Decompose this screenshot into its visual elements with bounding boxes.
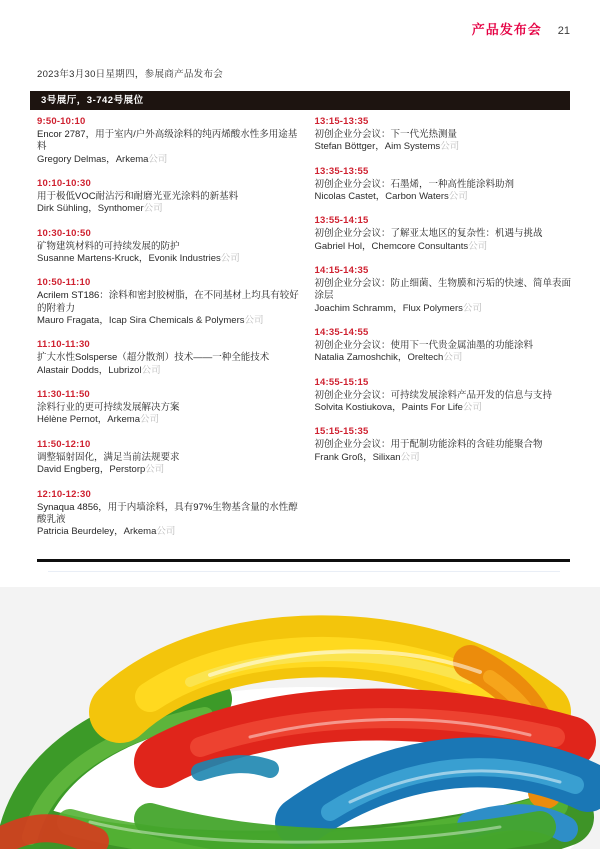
speaker-separator: ， xyxy=(138,253,149,265)
company-name: Chemcore Consultants xyxy=(371,240,469,252)
entry-speaker xyxy=(315,402,581,414)
entry-title: 初创企业分会议：使用下一代贵金属油墨的功能涂料 xyxy=(314,340,534,352)
speaker-name: Dirk Sühling xyxy=(37,203,89,215)
company-name: Evonik Industries xyxy=(148,253,221,265)
entry-time: 11:50-12:10 xyxy=(37,438,91,450)
schedule-entry xyxy=(315,426,581,464)
speaker-separator: ， xyxy=(99,464,110,476)
entry-title: 扩大水性Solsperse（超分散剂）技术——一种全能技术 xyxy=(37,352,270,364)
entry-title: 初创企业分会议：可持续发展涂料产品开发的信息与支持 xyxy=(314,389,553,401)
entry-title: Encor 2787，用于室内/户外高级涂料的纯丙烯酸水性多用途基料 xyxy=(37,129,298,153)
company-suffix: 公司 xyxy=(462,302,482,314)
entry-title: 初创企业分会议：防止细菌、生物膜和污垢的快速、简单表面涂层 xyxy=(314,278,572,302)
speaker-name: Stefan Böttger xyxy=(314,141,376,153)
speaker-name: Patricia Beurdeley xyxy=(37,526,115,538)
entry-title: 初创企业分会议：用于配制功能涂料的含硅功能聚合物 xyxy=(314,439,543,451)
entry-time: 14:15-14:35 xyxy=(314,265,369,277)
entry-time: 10:50-11:10 xyxy=(37,277,91,289)
entry-title: 初创企业分会议：石墨烯，一种高性能涂料助剂 xyxy=(314,178,515,190)
speaker-name: Gabriel Hol xyxy=(314,240,363,252)
company-name: Arkema xyxy=(107,414,140,426)
entry-time: 13:35-13:55 xyxy=(314,165,369,177)
speaker-separator: ， xyxy=(363,451,373,463)
entry-title: 涂料行业的更可持续发展解决方案 xyxy=(37,402,180,414)
entry-speaker xyxy=(315,352,581,364)
entry-title: Synaqua 4856，用于内墙涂料，具有97%生物基含量的水性醇酸乳液 xyxy=(37,501,298,525)
entry-title: 调整辐射固化，满足当前法规要求 xyxy=(37,451,180,463)
company-suffix: 公司 xyxy=(443,352,463,364)
company-suffix: 公司 xyxy=(141,364,161,376)
schedule-entry xyxy=(315,116,581,154)
speaker-name: Joachim Schramm xyxy=(314,302,394,314)
entry-speaker xyxy=(37,154,303,166)
company-suffix: 公司 xyxy=(244,315,264,327)
speaker-separator: ， xyxy=(375,191,386,203)
company-suffix: 公司 xyxy=(139,414,159,426)
entry-speaker xyxy=(315,191,581,203)
company-name: Flux Polymers xyxy=(402,302,463,314)
company-name: Lubrizol xyxy=(108,364,142,376)
schedule-entry xyxy=(315,215,581,253)
entry-time: 14:55-15:15 xyxy=(314,376,369,388)
company-name: Arkema xyxy=(115,153,149,165)
speaker-separator: ， xyxy=(114,526,124,538)
company-name: Silixan xyxy=(372,451,401,463)
entry-time: 10:30-10:50 xyxy=(37,227,91,239)
page-title: 产品发布会 xyxy=(471,22,542,37)
schedule-entry xyxy=(315,327,581,365)
entry-speaker xyxy=(315,241,581,253)
company-suffix: 公司 xyxy=(156,526,176,538)
entry-title: Acrilem ST186：涂料和密封胶树脂，在不同基材上均具有较好的附着力 xyxy=(37,290,299,314)
entry-speaker xyxy=(315,452,581,464)
schedule-entry xyxy=(37,389,303,427)
speaker-name: Nicolas Castet xyxy=(314,191,376,203)
company-name: Perstorp xyxy=(109,464,146,476)
schedule-entry xyxy=(315,377,581,415)
page-header xyxy=(472,19,570,38)
entry-title: 初创企业分会议：下一代光热测量 xyxy=(314,129,458,140)
company-suffix: 公司 xyxy=(148,153,168,165)
company-suffix: 公司 xyxy=(400,451,420,463)
entry-speaker xyxy=(37,203,303,215)
entry-speaker xyxy=(37,315,303,327)
company-name: Aim Systems xyxy=(384,141,441,153)
company-suffix: 公司 xyxy=(468,240,488,252)
company-name: Oreltech xyxy=(407,352,444,364)
event-date-line: 2023年3月30日星期四，参展商产品发布会 xyxy=(37,69,224,80)
entry-time: 11:30-11:50 xyxy=(37,389,90,401)
entry-title: 用于极低VOC耐沾污和耐磨光亚光涂料的新基料 xyxy=(37,191,239,203)
faint-divider xyxy=(48,571,560,572)
speaker-name: Mauro Fragata xyxy=(37,315,100,327)
company-name: Paints For Life xyxy=(401,402,463,414)
schedule-entry xyxy=(37,439,303,477)
schedule-column-right xyxy=(315,116,581,551)
entry-speaker xyxy=(37,253,303,265)
entry-title: 矿物建筑材料的可持续发展的防护 xyxy=(37,240,180,252)
company-suffix: 公司 xyxy=(462,402,482,414)
footer-rule xyxy=(37,559,570,562)
company-suffix: 公司 xyxy=(220,253,240,265)
schedule-entry xyxy=(315,166,581,204)
entry-speaker xyxy=(315,303,581,315)
speaker-name: Alastair Dodds xyxy=(37,364,99,376)
paint-swirl-graphic xyxy=(0,587,600,849)
schedule-entry xyxy=(37,277,303,327)
schedule-entry xyxy=(315,265,581,315)
entry-time: 10:10-10:30 xyxy=(37,178,91,190)
speaker-separator: ， xyxy=(393,302,403,314)
speaker-separator: ， xyxy=(106,153,116,165)
company-suffix: 公司 xyxy=(440,141,460,153)
speaker-separator: ， xyxy=(397,352,408,364)
company-name: Synthomer xyxy=(97,203,144,215)
speaker-name: Frank Groß xyxy=(314,451,364,463)
paint-swirl-image xyxy=(0,587,600,849)
entry-time: 9:50-10:10 xyxy=(37,116,86,127)
schedule-column-left xyxy=(37,116,303,551)
company-suffix: 公司 xyxy=(145,464,165,476)
schedule-entry xyxy=(37,228,303,266)
speaker-name: Susanne Martens-Kruck xyxy=(37,253,139,265)
entry-title: 初创企业分会议：了解亚太地区的复杂性：机遇与挑战 xyxy=(314,228,543,240)
speaker-separator: ， xyxy=(97,414,108,426)
company-name: Arkema xyxy=(123,526,157,538)
company-suffix: 公司 xyxy=(448,191,468,203)
speaker-name: Solvita Kostiukova xyxy=(314,402,393,414)
speaker-separator: ， xyxy=(362,240,372,252)
speaker-separator: ， xyxy=(88,203,98,215)
schedule-entry xyxy=(37,178,303,216)
schedule-entry xyxy=(37,116,303,166)
entry-time: 11:10-11:30 xyxy=(37,339,90,351)
speaker-separator: ， xyxy=(98,364,109,376)
company-name: Icap Sira Chemicals & Polymers xyxy=(108,315,245,327)
entry-speaker xyxy=(37,464,303,476)
speaker-name: Natalia Zamoshchik xyxy=(314,352,398,364)
session-schedule xyxy=(37,116,580,551)
company-suffix: 公司 xyxy=(143,203,163,215)
company-name: Carbon Waters xyxy=(385,191,449,203)
speaker-separator: ， xyxy=(99,315,109,327)
entry-time: 13:15-13:35 xyxy=(314,116,369,127)
speaker-separator: ， xyxy=(392,402,402,414)
entry-speaker xyxy=(37,365,303,377)
speaker-separator: ， xyxy=(375,141,385,153)
hall-booth-bar: 3号展厅，3-742号展位 xyxy=(30,91,570,110)
entry-speaker xyxy=(315,141,581,153)
speaker-name: Hélène Pernot xyxy=(37,414,98,426)
page-number: 21 xyxy=(557,25,570,37)
speaker-name: Gregory Delmas xyxy=(37,153,107,165)
entry-time: 14:35-14:55 xyxy=(314,327,369,339)
entry-time: 15:15-15:35 xyxy=(314,426,369,438)
entry-speaker xyxy=(37,414,303,426)
schedule-entry xyxy=(37,339,303,377)
schedule-entry xyxy=(37,489,303,539)
speaker-name: David Engberg xyxy=(37,464,100,476)
entry-time: 13:55-14:15 xyxy=(314,215,369,227)
entry-time: 12:10-12:30 xyxy=(37,488,91,500)
entry-speaker xyxy=(37,526,303,538)
